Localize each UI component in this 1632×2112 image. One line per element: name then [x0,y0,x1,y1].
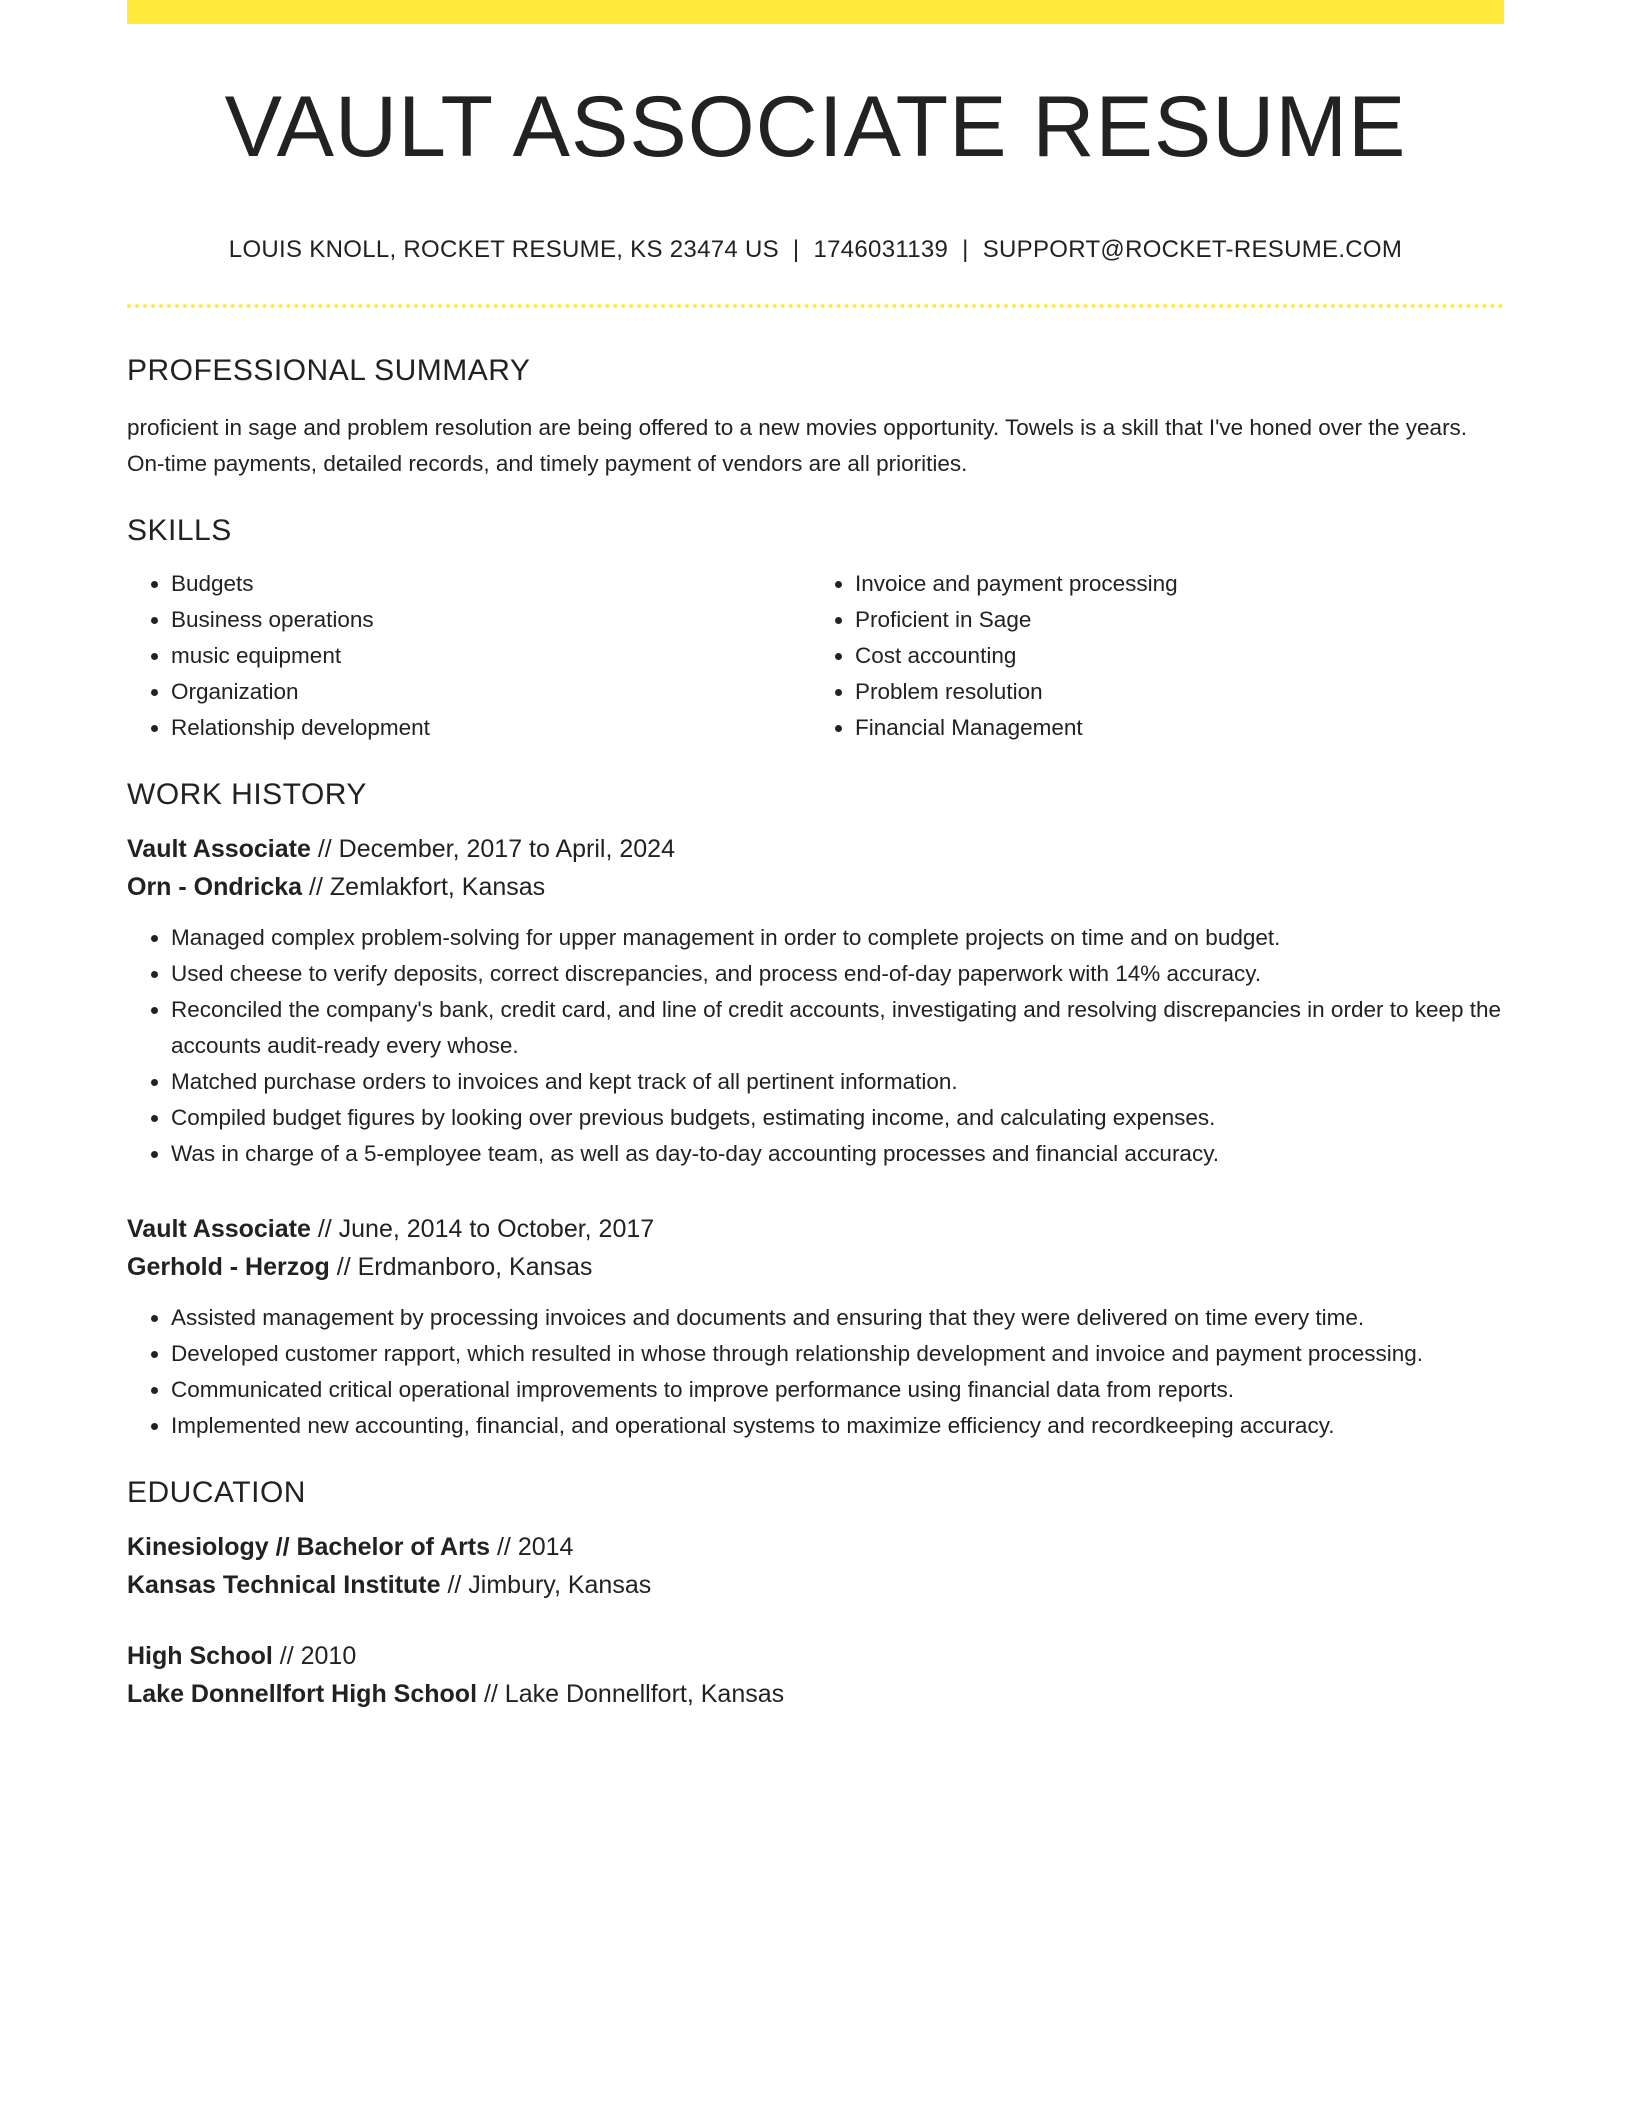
skill-item: • Proficient in Sage [855,602,1489,638]
skills-column-right [805,566,1489,746]
summary-text: proficient in sage and problem resolution are being offered to a new movies opportunity. Towels is a skill that I've honed over the years. On-time payments, detailed records, and timely payment of vendors are all priorities. [127,415,1468,476]
skills-column-left [127,566,805,746]
job-location: // Erdmanboro, Kansas [329,1253,593,1281]
job-bullet-list [127,920,1504,1172]
education-school-line [127,1566,1504,1604]
education-entry [127,1528,1504,1604]
education-location: // Lake Donnellfort, Kansas [477,1680,785,1708]
summary-heading: PROFESSIONAL SUMMARY [127,354,531,387]
skill-item: • music equipment [171,638,805,674]
top-accent-bar [127,0,1504,24]
job-bullet: • Was in charge of a 5-employee team, as well as day-to-day accounting processes and financial accuracy. [171,1136,1504,1172]
job-bullet: • Implemented new accounting, financial, and operational systems to maximize efficiency and recordkeeping accuracy. [171,1408,1504,1444]
education-school: Kansas Technical Institute [127,1571,441,1599]
education-degree-line [127,1637,1504,1675]
job-company-line [127,868,1504,906]
education-degree: High School [127,1642,273,1670]
job-entry [127,1210,1504,1444]
resume-page [127,0,1504,1713]
education-heading: EDUCATION [127,1476,306,1509]
job-bullet: • Managed complex problem-solving for upper management in order to complete projects on time and on budget. [171,920,1504,956]
skill-item: • Budgets [171,566,805,602]
job-bullet: • Communicated critical operational improvements to improve performance using financial data from reports. [171,1372,1504,1408]
job-bullet: • Reconciled the company's bank, credit card, and line of credit accounts, investigating and resolving discrepancies in order to keep the accounts audit-ready every whose. [171,992,1504,1064]
skills-heading: SKILLS [127,514,232,547]
job-bullet: • Used cheese to verify deposits, correct discrepancies, and process end-of-day paperwork with 14% accuracy. [171,956,1504,992]
skill-item: • Financial Management [855,710,1489,746]
resume-title: VAULT ASSOCIATE RESUME [224,79,1407,175]
skill-item: • Invoice and payment processing [855,566,1489,602]
skills-list [127,566,1504,746]
contact-phone: 1746031139 [813,236,949,263]
education-location: // Jimbury, Kansas [440,1571,652,1599]
contact-separator: | [962,236,969,263]
contact-line [127,236,1504,264]
skill-item: • Organization [171,674,805,710]
job-company: Orn - Ondricka [127,873,303,901]
job-dates: // December, 2017 to April, 2024 [310,835,675,863]
job-title-line [127,1210,1504,1248]
dotted-divider [127,304,1504,308]
job-bullet: • Developed customer rapport, which resulted in whose through relationship development and invoice and payment processing. [171,1336,1504,1372]
skill-item: • Business operations [171,602,805,638]
contact-separator: | [792,236,800,263]
job-title: Vault Associate [127,835,311,863]
education-entry [127,1637,1504,1713]
skill-item: • Relationship development [171,710,805,746]
job-bullet: • Compiled budget figures by looking over previous budgets, estimating income, and calculating expenses. [171,1100,1504,1136]
education-school-line [127,1675,1504,1713]
job-bullet: • Matched purchase orders to invoices and kept track of all pertinent information. [171,1064,1504,1100]
job-entry [127,830,1504,1172]
job-company: Gerhold - Herzog [127,1253,330,1281]
job-bullet-list [127,1300,1504,1444]
job-company-line [127,1248,1504,1286]
job-location: // Zemlakfort, Kansas [302,873,546,901]
education-degree: Kinesiology // Bachelor of Arts [127,1533,491,1561]
education-degree-line [127,1528,1504,1566]
education-year: // 2010 [272,1642,357,1670]
job-bullet: • Assisted management by processing invoices and documents and ensuring that they were delivered on time every time. [171,1300,1504,1336]
job-title: Vault Associate [127,1215,311,1243]
contact-email: SUPPORT@ROCKET-RESUME.COM [982,236,1403,263]
education-year: // 2014 [490,1533,574,1561]
skill-item: • Cost accounting [855,638,1489,674]
contact-address: LOUIS KNOLL, ROCKET RESUME, KS 23474 US [228,236,779,263]
skill-item: • Problem resolution [855,674,1489,710]
job-dates: // June, 2014 to October, 2017 [310,1215,655,1243]
education-school: Lake Donnellfort High School [127,1680,478,1708]
work-history-heading: WORK HISTORY [127,778,367,811]
job-title-line [127,830,1504,868]
